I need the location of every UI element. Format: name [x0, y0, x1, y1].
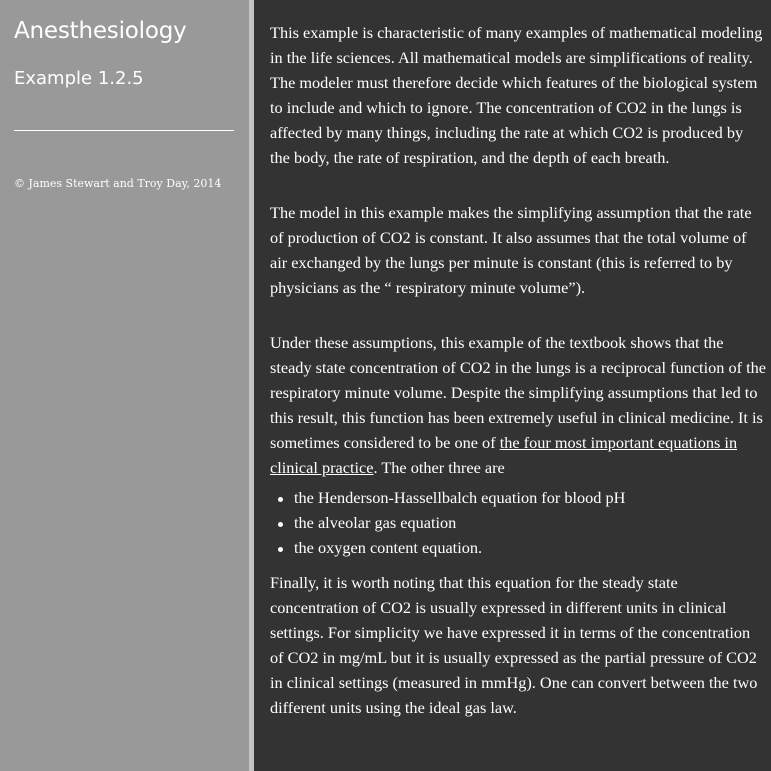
- list-item-text: the Henderson-Hassellbalch equation for blood pH: [294, 488, 626, 507]
- important-equations-link[interactable]: the four most important equations in clinical practice: [270, 433, 738, 477]
- example-number: Example 1.2.5: [14, 68, 144, 89]
- paragraph-intro: This example is characteristic of many examples of mathematical modeling in the life sciences. All mathematical models are simplifications of reality. The modeler must therefore decide which features of the biological system to include and which to ignore. The concentration of CO2 in the lungs is affected by many things, including the rate at which CO2 is produced by the body, the rate of respiration, and the depth of each breath.: [270, 23, 763, 167]
- paragraph-units: Finally, it is worth noting that this equation for the steady state concentration of CO2 is usually expressed in different units in clinical settings. For simplicity we have expressed it in terms of the concentration of CO2 in mg/mL but it is usually expressed as the partial pressure of CO2 in clinical settings (measured in mmHg). One can convert between the two different units using the ideal gas law.: [270, 573, 758, 717]
- paragraph-result: [270, 330, 766, 480]
- list-item: [270, 485, 766, 510]
- list-item: [270, 535, 766, 560]
- bullet-icon: [278, 547, 283, 552]
- paragraph-result-text: Under these assumptions, this example of the textbook shows that the steady state concentration of CO2 in the lungs is a reciprocal function of the respiratory minute volume. Despite the simplifying assumptions that led to this result, this function has been extremely useful in clinical medicine. It is sometimes considered to be one of: [270, 333, 766, 452]
- paragraph-result-text-end: . The other three are: [373, 458, 505, 477]
- bullet-icon: [278, 497, 283, 502]
- list-item: [270, 510, 766, 535]
- list-item-text: the oxygen content equation.: [294, 538, 483, 557]
- sidebar-border: [249, 0, 254, 771]
- list-item-text: the alveolar gas equation: [294, 513, 457, 532]
- main-content[interactable]: [270, 20, 766, 720]
- paragraph-assumptions: The model in this example makes the simplifying assumption that the rate of production of CO2 is constant. It also assumes that the total volume of air exchanged by the lungs per minute is constant (this is referred to by physicians as the “ respiratory minute volume”).: [270, 203, 752, 297]
- sidebar: [0, 0, 249, 771]
- page-title: Anesthesiology: [14, 18, 187, 44]
- sidebar-divider: [14, 130, 234, 131]
- copyright-notice: © James Stewart and Troy Day, 2014: [14, 177, 222, 190]
- bullet-icon: [278, 522, 283, 527]
- equations-list: [270, 485, 766, 560]
